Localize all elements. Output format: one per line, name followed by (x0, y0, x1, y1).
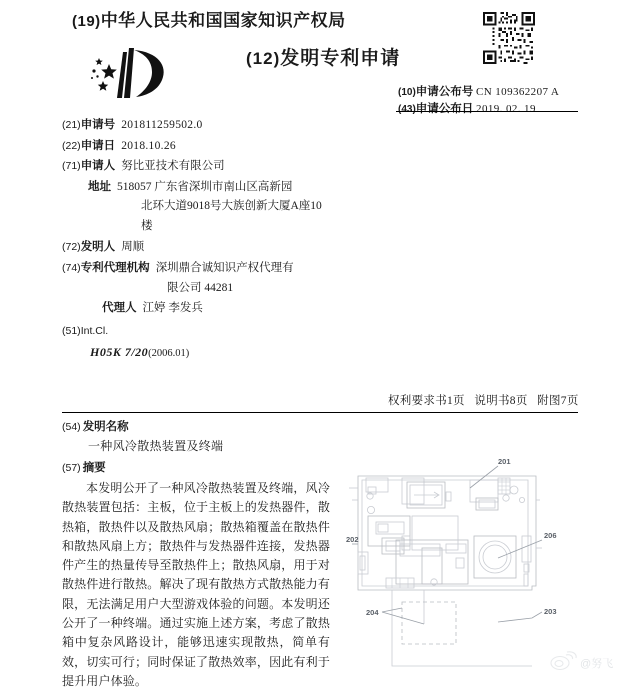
publication-number-code: (10) (398, 87, 416, 98)
ipc-label: Int.Cl. (80, 325, 109, 337)
application-date-entry (62, 137, 382, 157)
document-type-label: 发明专利申请 (280, 48, 401, 69)
section-divider-rule (62, 412, 578, 413)
page-title: 一种风冷散热装置及终端 (88, 439, 224, 453)
figure-label-203: 203 (544, 607, 557, 616)
inventor-code: (72) (62, 241, 81, 253)
address-line-2: 北环大道9018号大族创新大厦A座10 (141, 200, 322, 212)
figure-label-202: 202 (346, 535, 359, 544)
abstract-label: 摘要 (82, 462, 106, 474)
agent-value: 江婷 李发兵 (142, 301, 203, 314)
ipc-symbol: H05K 7/20 (90, 344, 149, 359)
country-code: (19) (72, 13, 101, 30)
agent-label: 代理人 (102, 301, 137, 314)
document-type-line (246, 43, 400, 70)
application-date-label: 申请日 (80, 139, 116, 152)
address-line-1: 518057 广东省深圳市南山区高新园 (117, 180, 293, 193)
description-pages: 说明书8页 (474, 395, 528, 407)
application-number-value: 201811259502.0 (121, 119, 203, 131)
abstract-header (62, 459, 337, 475)
issuing-office-name: 中华人民共和国国家知识产权局 (100, 11, 346, 30)
invention-title-header (62, 418, 337, 434)
ipc-version: (2006.01) (148, 347, 190, 359)
invention-title-label: 发明名称 (82, 421, 129, 433)
publication-date-value: 2019. 02. 19 (476, 103, 536, 115)
patent-drawing (346, 440, 638, 672)
document-type-code: (12) (246, 49, 281, 68)
publication-info-block (398, 84, 559, 118)
figure-label-204: 204 (366, 608, 379, 617)
application-number-code: (21) (62, 119, 81, 131)
publication-number-value: CN 109362207 A (476, 86, 560, 98)
document-pages-line (388, 392, 579, 408)
agent-entry (102, 299, 382, 319)
header-divider-rule (396, 111, 578, 112)
inventor-value: 周顺 (121, 241, 145, 253)
title-abstract-column (62, 418, 337, 691)
applicant-code: (71) (62, 160, 81, 172)
ipc-entry (62, 322, 382, 342)
figure-label-201: 201 (498, 457, 511, 466)
address-line-3: 楼 (141, 219, 153, 232)
drawings-pages: 附图7页 (537, 395, 579, 407)
abstract-code: (57) (62, 462, 81, 474)
figure-label-206: 206 (544, 531, 557, 540)
publication-number-label: 申请公布号 (415, 86, 474, 98)
watermark-text: @努飞 (580, 658, 614, 670)
agency-line-2: 限公司 44281 (167, 282, 234, 294)
publication-date-line (398, 101, 559, 118)
publication-date-label: 申请公布日 (415, 103, 474, 115)
application-number-label: 申请号 (80, 119, 116, 131)
bibliographic-data (62, 116, 382, 363)
qr-code-icon (481, 10, 537, 66)
publication-date-code: (43) (398, 104, 416, 115)
cnipa-emblem-icon (82, 42, 178, 104)
invention-title-code: (54) (62, 421, 81, 433)
ipc-code: (51) (62, 325, 81, 337)
address-label: 地址 (88, 180, 111, 193)
application-date-value: 2018.10.26 (121, 139, 176, 152)
applicant-entry (62, 157, 382, 177)
agency-line-1: 深圳鼎合诚知识产权代理有 (155, 261, 294, 274)
ipc-symbol-line (90, 343, 382, 364)
address-entry (88, 178, 382, 198)
agency-entry (62, 259, 382, 279)
inventor-entry (62, 238, 382, 258)
applicant-value: 努比亚技术有限公司 (121, 160, 225, 172)
agency-label: 专利代理机构 (80, 261, 150, 274)
inventor-label: 发明人 (80, 241, 116, 253)
weibo-watermark (548, 650, 634, 672)
application-date-code: (22) (62, 139, 81, 152)
publication-number-line (398, 84, 559, 101)
agency-code: (74) (62, 261, 81, 274)
applicant-label: 申请人 (80, 160, 116, 172)
abstract-text: 本发明公开了一种风冷散热装置及终端，风冷散热装置包括：主板，位于主板上的发热器件，散热箱，散热件以及散热风扇；散热箱覆盖在散热件和散热风扇上方；散热件与发热器件连接，发热器件产生的热量传导至散热件上；散热风扇，用于对散热件进行散热。解决了现有散热方式散热能力有限，无法满足用户大型游戏体验的问题。本发明还公开了一种终端。通过实施上述方案，考虑了散热箱中复杂风路设计，能够迅速实现散热，简单有效，切实可行；同时保证了散热效率，因此有利于提升用户体验。 (62, 481, 330, 688)
issuing-office-line (72, 6, 346, 31)
claims-pages: 权利要求书1页 (388, 395, 465, 407)
application-number-entry (62, 116, 382, 136)
